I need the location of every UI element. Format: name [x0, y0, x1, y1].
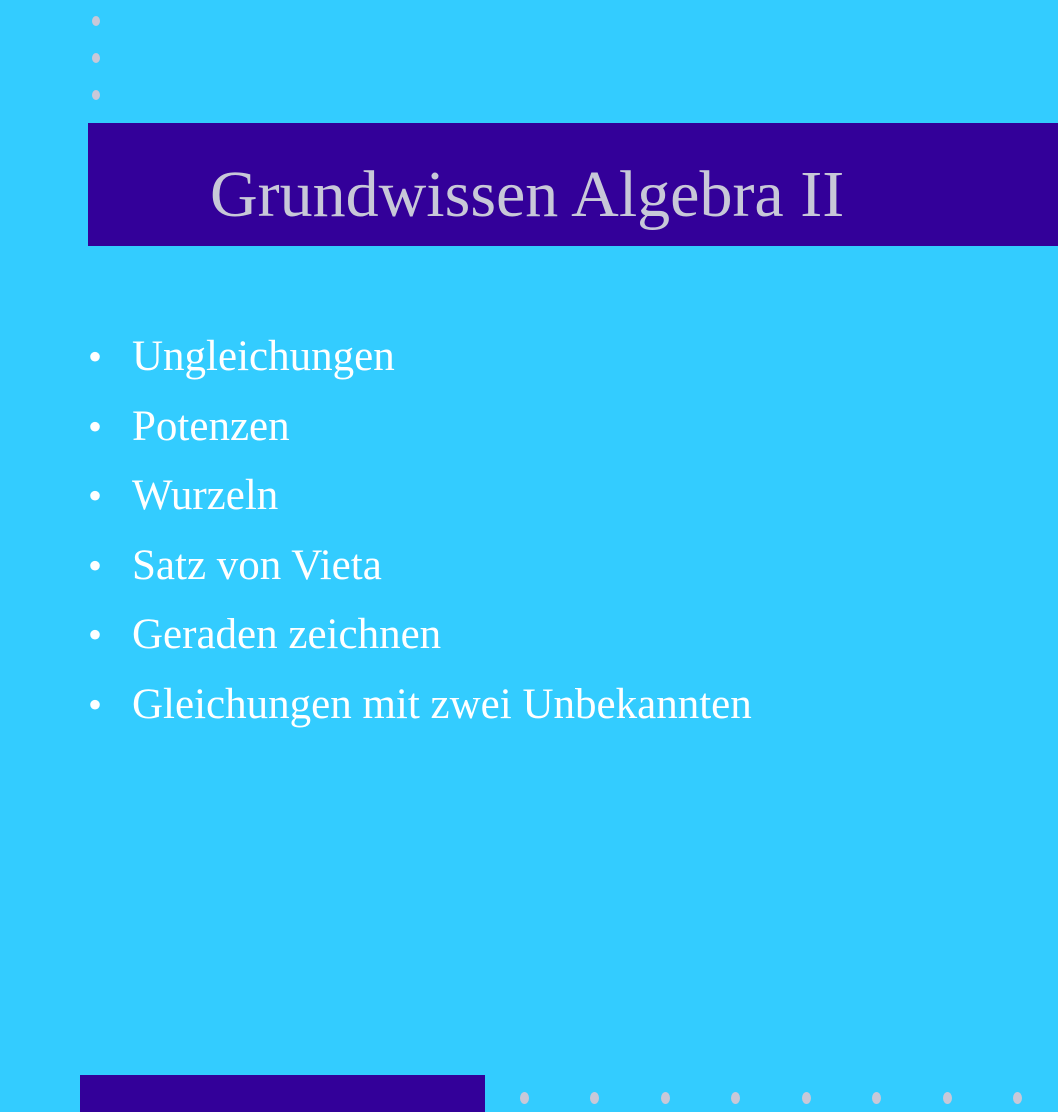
- decorative-dot: [943, 1092, 952, 1104]
- bullet-text: Ungleichungen: [132, 333, 395, 380]
- bullet-text: Geraden zeichnen: [132, 611, 442, 658]
- bullet-marker: •: [88, 612, 103, 657]
- bullet-marker: •: [88, 473, 103, 518]
- bullet-text: Gleichungen mit zwei Unbekannten: [132, 680, 752, 728]
- bullet-text: Satz von Vieta: [132, 541, 382, 589]
- decorative-dot: [590, 1092, 599, 1104]
- title-band: [88, 123, 1058, 246]
- decorative-dot: [872, 1092, 881, 1104]
- decorative-dot: [661, 1092, 670, 1104]
- decorative-dot: [92, 16, 100, 26]
- decorative-dots-vertical: [92, 16, 104, 106]
- decorative-dot: [92, 90, 100, 100]
- decorative-bottom-block: [80, 1075, 485, 1112]
- bullet-marker: •: [88, 681, 103, 727]
- decorative-dots-horizontal: [520, 1092, 1040, 1106]
- decorative-dot: [731, 1092, 740, 1104]
- slide-title: Grundwissen Algebra II: [210, 158, 845, 231]
- bullet-marker: •: [88, 403, 103, 449]
- bullet-text: Wurzeln: [132, 472, 279, 519]
- bullet-marker: •: [88, 542, 103, 588]
- decorative-dot: [520, 1092, 529, 1104]
- bullet-text: Potenzen: [132, 402, 290, 450]
- bullet-marker: •: [88, 334, 103, 379]
- decorative-dot: [92, 53, 100, 63]
- decorative-dot: [802, 1092, 811, 1104]
- decorative-dot: [1013, 1092, 1022, 1104]
